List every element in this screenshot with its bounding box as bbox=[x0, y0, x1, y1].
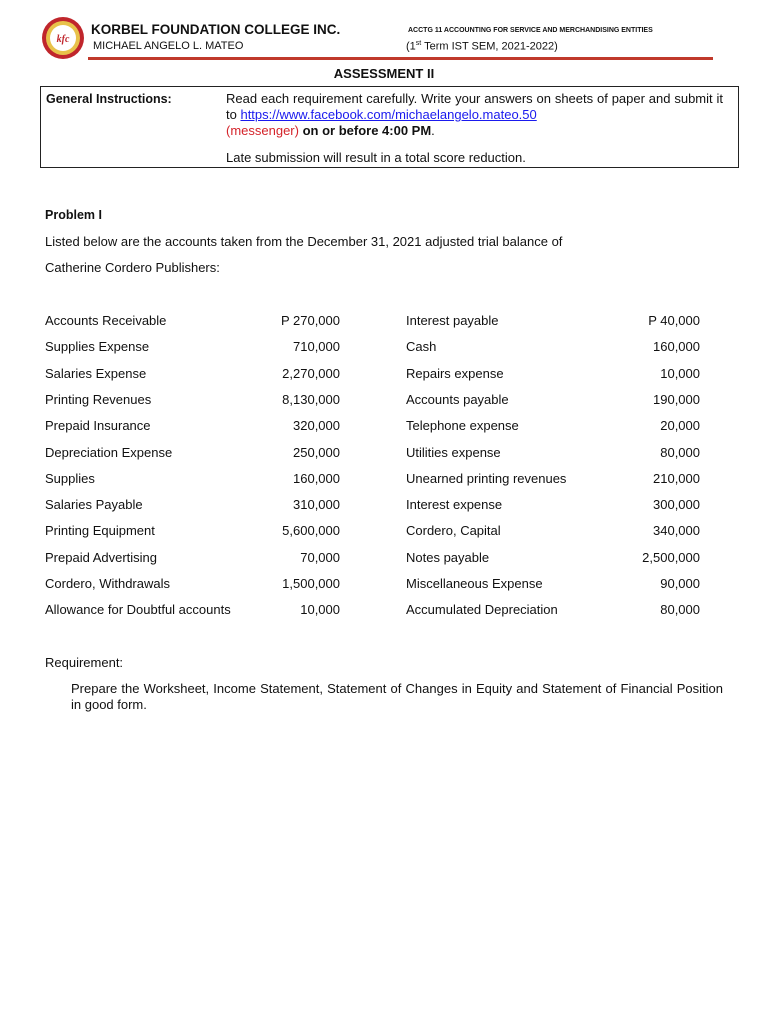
account-name: Interest expense bbox=[406, 497, 503, 512]
account-name: Utilities expense bbox=[406, 445, 501, 460]
account-name: Printing Equipment bbox=[45, 523, 155, 538]
page-title: ASSESSMENT II bbox=[333, 66, 435, 81]
account-amount: 310,000 bbox=[293, 497, 340, 512]
messenger-note: (messenger) bbox=[226, 123, 299, 138]
account-name: Unearned printing revenues bbox=[406, 471, 567, 486]
account-name: Allowance for Doubtful accounts bbox=[45, 602, 231, 617]
account-amount: 90,000 bbox=[660, 576, 700, 591]
account-name: Cordero, Withdrawals bbox=[45, 576, 170, 591]
account-name: Cash bbox=[406, 339, 437, 354]
requirement-text: Prepare the Worksheet, Income Statement, Statement of Changes in Equity and Statement of Financial Position in good form. bbox=[71, 681, 723, 712]
account-amount: 300,000 bbox=[653, 497, 700, 512]
account-amount: 250,000 bbox=[293, 445, 340, 460]
header-divider bbox=[88, 57, 713, 60]
facebook-link[interactable]: https://www.facebook.com/michaelangelo.mateo.50 bbox=[240, 107, 537, 122]
late-notice: Late submission will result in a total score reduction. bbox=[226, 150, 526, 165]
deadline: on or before 4:00 PM bbox=[302, 123, 432, 138]
account-name: Salaries Payable bbox=[45, 497, 143, 512]
account-name: Prepaid Insurance bbox=[45, 418, 151, 433]
account-name: Miscellaneous Expense bbox=[406, 576, 543, 591]
account-name: Telephone expense bbox=[406, 418, 519, 433]
account-amount: 8,130,000 bbox=[282, 392, 340, 407]
account-name: Printing Revenues bbox=[45, 392, 152, 407]
account-amount: 710,000 bbox=[293, 339, 340, 354]
account-name: Supplies Expense bbox=[45, 339, 150, 354]
account-amount: 80,000 bbox=[660, 602, 700, 617]
instructions-text: Read each requirement carefully. Write your answers on sheets of paper and submit it to https://www.facebook.com/michaelangelo.mateo.50 (messenger) on or before 4:00 PM. bbox=[226, 91, 723, 138]
problem-heading: Problem I bbox=[45, 208, 102, 222]
term-label: (1st Term IST SEM, 2021-2022) bbox=[406, 40, 558, 53]
account-amount: P 270,000 bbox=[280, 313, 340, 328]
account-amount: 340,000 bbox=[653, 523, 700, 538]
account-amount: 2,500,000 bbox=[642, 550, 700, 565]
account-name: Interest payable bbox=[406, 313, 499, 328]
subject-title: ACCTG 11 ACCOUNTING FOR SERVICE AND MERCHANDISING ENTITIES bbox=[408, 27, 653, 34]
account-amount: 2,270,000 bbox=[282, 366, 340, 381]
account-name: Supplies bbox=[45, 471, 95, 486]
account-name: Accumulated Depreciation bbox=[406, 602, 558, 617]
instructions-label: General Instructions: bbox=[46, 92, 172, 106]
problem-intro-line-1: Listed below are the accounts taken from the December 31, 2021 adjusted trial balance of bbox=[45, 234, 563, 249]
account-name: Accounts Receivable bbox=[45, 313, 167, 328]
account-amount: P 40,000 bbox=[648, 313, 700, 328]
account-amount: 190,000 bbox=[653, 392, 700, 407]
account-name: Prepaid Advertising bbox=[45, 550, 158, 565]
account-name: Depreciation Expense bbox=[45, 445, 173, 460]
account-name: Repairs expense bbox=[406, 366, 504, 381]
account-amount: 160,000 bbox=[293, 471, 340, 486]
account-amount: 10,000 bbox=[660, 366, 700, 381]
college-name: KORBEL FOUNDATION COLLEGE INC. bbox=[91, 22, 341, 37]
account-amount: 70,000 bbox=[300, 550, 340, 565]
problem-intro-line-2: Catherine Cordero Publishers: bbox=[45, 260, 220, 275]
account-amount: 80,000 bbox=[660, 445, 700, 460]
account-name: Salaries Expense bbox=[45, 366, 147, 381]
teacher-name: MICHAEL ANGELO L. MATEO bbox=[93, 40, 244, 52]
account-amount: 320,000 bbox=[293, 418, 340, 433]
account-amount: 1,500,000 bbox=[282, 576, 340, 591]
logo-lettering: kfc bbox=[56, 34, 70, 45]
account-amount: 160,000 bbox=[653, 339, 700, 354]
account-name: Notes payable bbox=[406, 550, 490, 565]
account-amount: 210,000 bbox=[653, 471, 700, 486]
college-logo-icon bbox=[41, 16, 85, 60]
account-amount: 5,600,000 bbox=[282, 523, 340, 538]
requirement-label: Requirement: bbox=[45, 655, 124, 670]
account-name: Accounts payable bbox=[406, 392, 509, 407]
account-name: Cordero, Capital bbox=[406, 523, 501, 538]
account-amount: 10,000 bbox=[300, 602, 340, 617]
account-amount: 20,000 bbox=[660, 418, 700, 433]
